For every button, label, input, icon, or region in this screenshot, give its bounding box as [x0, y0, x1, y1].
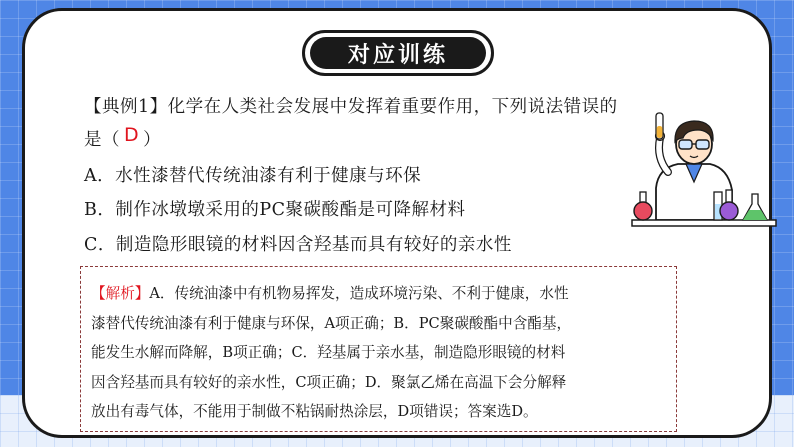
explanation-line-3: 能发生水解而降解，B项正确；C．羟基属于亲水基，制造隐形眼镜的材料 [91, 344, 566, 361]
question-line-1 [84, 93, 618, 118]
explanation-line-1 [91, 279, 668, 309]
explanation-box [80, 266, 677, 432]
option-b: B．制作冰墩墩采用的PC聚碳酸酯是可降解材料 [84, 200, 466, 220]
scientist-illustration [628, 108, 778, 238]
question-line-2 [84, 126, 161, 151]
explanation-tag: 【解析】 [91, 285, 150, 302]
question-stem-continued: 是（ [84, 130, 120, 150]
option-a: A．水性漆替代传统油漆有利于健康与环保 [84, 166, 422, 186]
explanation-text-1: A．传统油漆中有机物易挥发，造成环境污染、不利于健康，水性 [149, 285, 569, 302]
question-paren-close: ） [143, 130, 162, 150]
explanation-line-4: 因含羟基而具有较好的亲水性，C项正确；D．聚氯乙烯在高温下会分解释 [91, 373, 567, 391]
explanation-line-5: 放出有毒气体，不能用于制做不粘锅耐热涂层，D项错误；答案选D。 [91, 403, 538, 420]
option-c: C．制造隐形眼镜的材料因含羟基而具有较好的亲水性 [84, 235, 512, 255]
answer-mark: D [124, 124, 140, 146]
explanation-line-2: 漆替代传统油漆有利于健康与环保，A项正确；B．PC聚碳酸酯中含酯基， [91, 314, 572, 332]
page-title: 对应训练 [310, 37, 486, 69]
question-prefix: 【典例1】 [84, 97, 168, 117]
question-stem: 化学在人类社会发展中发挥着重要作用，下列说法错误的 [167, 97, 618, 117]
title-badge [302, 30, 494, 76]
